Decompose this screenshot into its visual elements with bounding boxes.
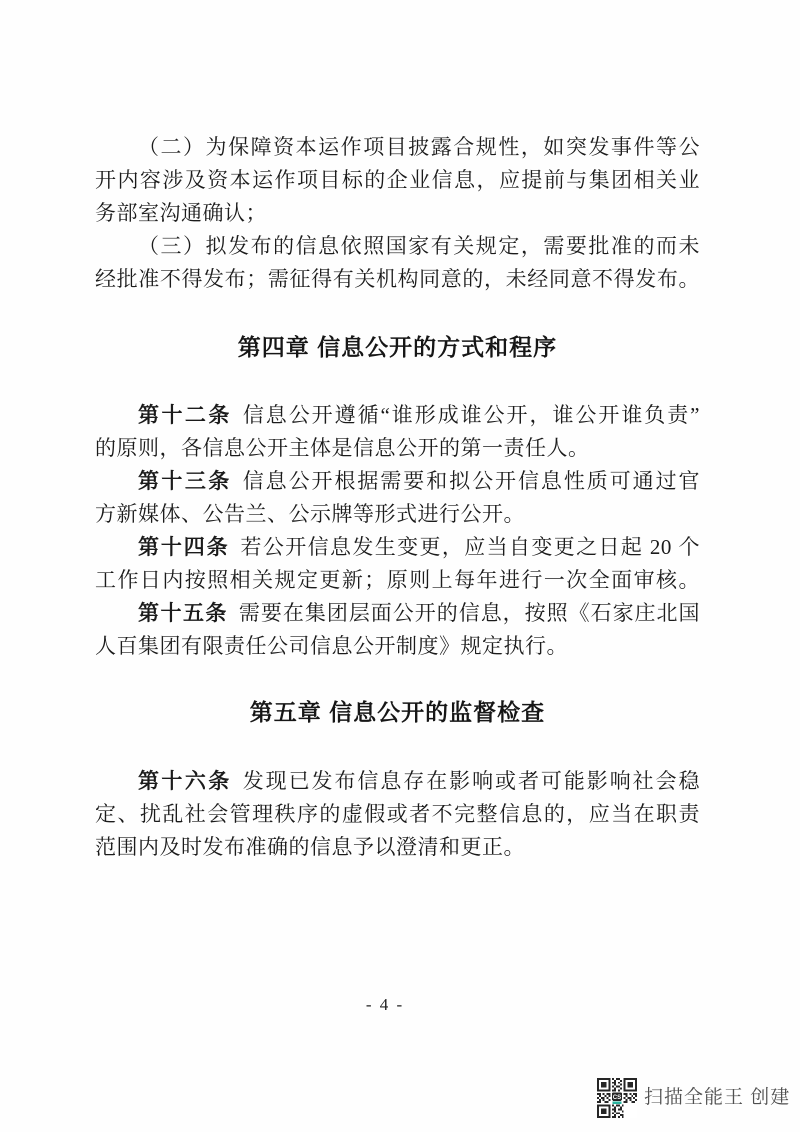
article-14-text: 若公开信息发生变更，应当自变更之日起 20 个: [240, 535, 700, 559]
clause-3-line: 经批准不得发布；需征得有关机构同意的，未经同意不得发布。: [95, 267, 700, 291]
article-15-label: 第十五条: [138, 602, 228, 625]
article-12-line: 的原则，各信息公开主体是信息公开的第一责任人。: [95, 436, 590, 460]
page-number: - 4 -: [365, 995, 405, 1014]
clause-2-line: （二）为保障资本运作项目披露合规性，如突发事件等公: [138, 135, 700, 159]
article-14-line: 工作日内按照相关规定更新；原则上每年进行一次全面审核。: [95, 568, 700, 592]
article-15-text: 需要在集团层面公开的信息，按照《石家庄北国: [238, 601, 701, 625]
scanner-watermark: [597, 1078, 790, 1118]
article-16-line: 定、扰乱社会管理秩序的虚假或者不完整信息的，应当在职责: [95, 802, 700, 826]
article-16-text: 发现已发布信息存在影响或者可能影响社会稳: [242, 769, 701, 793]
articles-12-15-block: [95, 399, 700, 663]
article-16-line: 范围内及时发布准确的信息予以澄清和更正。: [95, 835, 525, 859]
article-15-line: 人百集团有限责任公司信息公开制度》规定执行。: [95, 634, 568, 658]
scanner-watermark-text: 扫描全能王 创建: [644, 1087, 791, 1108]
camscanner-qr-code-icon: [597, 1078, 637, 1118]
article-12-text: 信息公开遵循“谁形成谁公开，谁公开谁负责”: [242, 403, 701, 427]
clause-2-line: 务部室沟通确认；: [95, 201, 267, 225]
article-16-line: [95, 765, 700, 798]
article-16-label: 第十六条: [138, 770, 232, 793]
article-12-label: 第十二条: [138, 404, 232, 427]
article-12-line: [95, 399, 700, 432]
article-13-line: 方新媒体、公告兰、公示牌等形式进行公开。: [95, 502, 525, 526]
clause-3-line: （三）拟发布的信息依照国家有关规定，需要批准的而未: [138, 234, 700, 258]
chapter-5-heading: 第五章 信息公开的监督检查: [249, 699, 546, 725]
article-16-block: [95, 765, 700, 864]
article-13-label: 第十三条: [138, 470, 232, 493]
clauses-block: [95, 131, 700, 296]
article-14-label: 第十四条: [138, 536, 230, 559]
article-13-line: [95, 465, 700, 498]
svg-text:CS: CS: [612, 1093, 622, 1101]
article-14-line: [95, 531, 700, 564]
clause-2-line: 开内容涉及资本运作项目标的企业信息，应提前与集团相关业: [95, 168, 700, 192]
article-15-line: [95, 597, 700, 630]
article-13-text: 信息公开根据需要和拟公开信息性质可通过官: [242, 469, 701, 493]
chapter-4-heading: 第四章 信息公开的方式和程序: [237, 334, 558, 360]
